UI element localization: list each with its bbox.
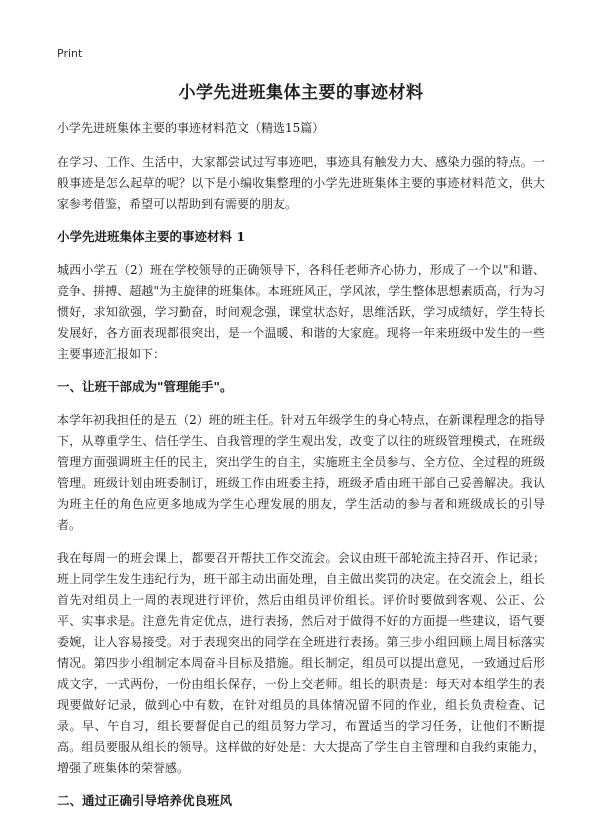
section-heading: 小学先进班集体主要的事迹材料 1 [57, 229, 246, 244]
print-link[interactable]: Print [57, 47, 83, 60]
section-paragraph: 城西小学五（2）班在学校领导的正确领导下，各科任老师齐心协力，形成了一个以"和谐、竞争、拼搏、超越"为主旋律的班集体。本班班风正，学风浓，学生整体思想素质高，行为习惯好，求知欲强，学习勤奋，时间观念强，课堂状态好，思维活跃，学习成绩好，学生特长发展好，各方面表现都很突出，是一个温暖、和谐的大家庭。现将一年来班级中发生的一些主要事迹汇报如下： [57, 263, 545, 361]
subsection-heading-2: 二、通过正确引导培养优良班风 [57, 793, 233, 808]
subsection-paragraph-2: 我在每周一的班会课上，都要召开帮扶工作交流会。会议由班干部轮流主持召开、作记录；班上同学生发生违纪行为，班干部主动出面处理，自主做出奖罚的决定。在交流会上，组长首先对组员上一周的表现进行评价，然后由组员评价组长。评价时要做到客观、公正、公平、实事求是。注意先肯定优点，进行表扬，然后对于做得不好的方面提一些建议，语气要委婉，让人容易接受。对于表现突出的同学在全班进行表扬。第三步小组回顾上周目标落实情况。第四步小组制定本周奋斗目标及措施。组长制定，组员可以提出意见，一致通过后形成文字，一式两份，一份由组长保存，一份上交老师。组长的职责是：每天对本组学生的表现要做好记录，做到心中有数，在针对组员的具体情况留不同的作业，组长负责检查、记录。早、午自习，组长要督促自己的组员努力学习，布置适当的学习任务，让他们不断提高。组员要服从组长的领导。这样做的好处是：大大提高了学生自主管理和自我约束能力，增强了班集体的荣誉感。 [57, 551, 545, 775]
article-body [57, 118, 545, 824]
article-subtitle: 小学先进班集体主要的事迹材料范文（精选15篇） [57, 121, 325, 135]
subsection-paragraph-1: 本学年初我担任的是五（2）班的班主任。针对五年级学生的身心特点，在新课程理念的指导下，从尊重学生、信任学生、自我管理的学生观出发，改变了以往的班级管理模式，在班级管理方面强调班主任的民主，突出学生的自主，实施班主全员参与、全方位、全过程的班级管理。班级计划由班委制订，班级工作由班委主持，班级矛盾由班干部自己妥善解决。我认为班主任的角色应更多地成为学生心理发展的朋友，学生活动的参与者和班级成长的引导者。 [57, 413, 545, 532]
subsection-heading-1: 一、让班干部成为"管理能手"。 [57, 379, 233, 394]
intro-paragraph: 在学习、工作、生活中，大家都尝试过写事迹吧，事迹具有触发力大、感染力强的特点。一般事迹是怎么起草的呢？以下是小编收集整理的小学先进班集体主要的事迹材料范文，供大家参考借鉴，希望可以帮助到有需要的朋友。 [57, 155, 545, 211]
page-title: 小学先进班集体主要的事迹材料 [178, 83, 424, 103]
